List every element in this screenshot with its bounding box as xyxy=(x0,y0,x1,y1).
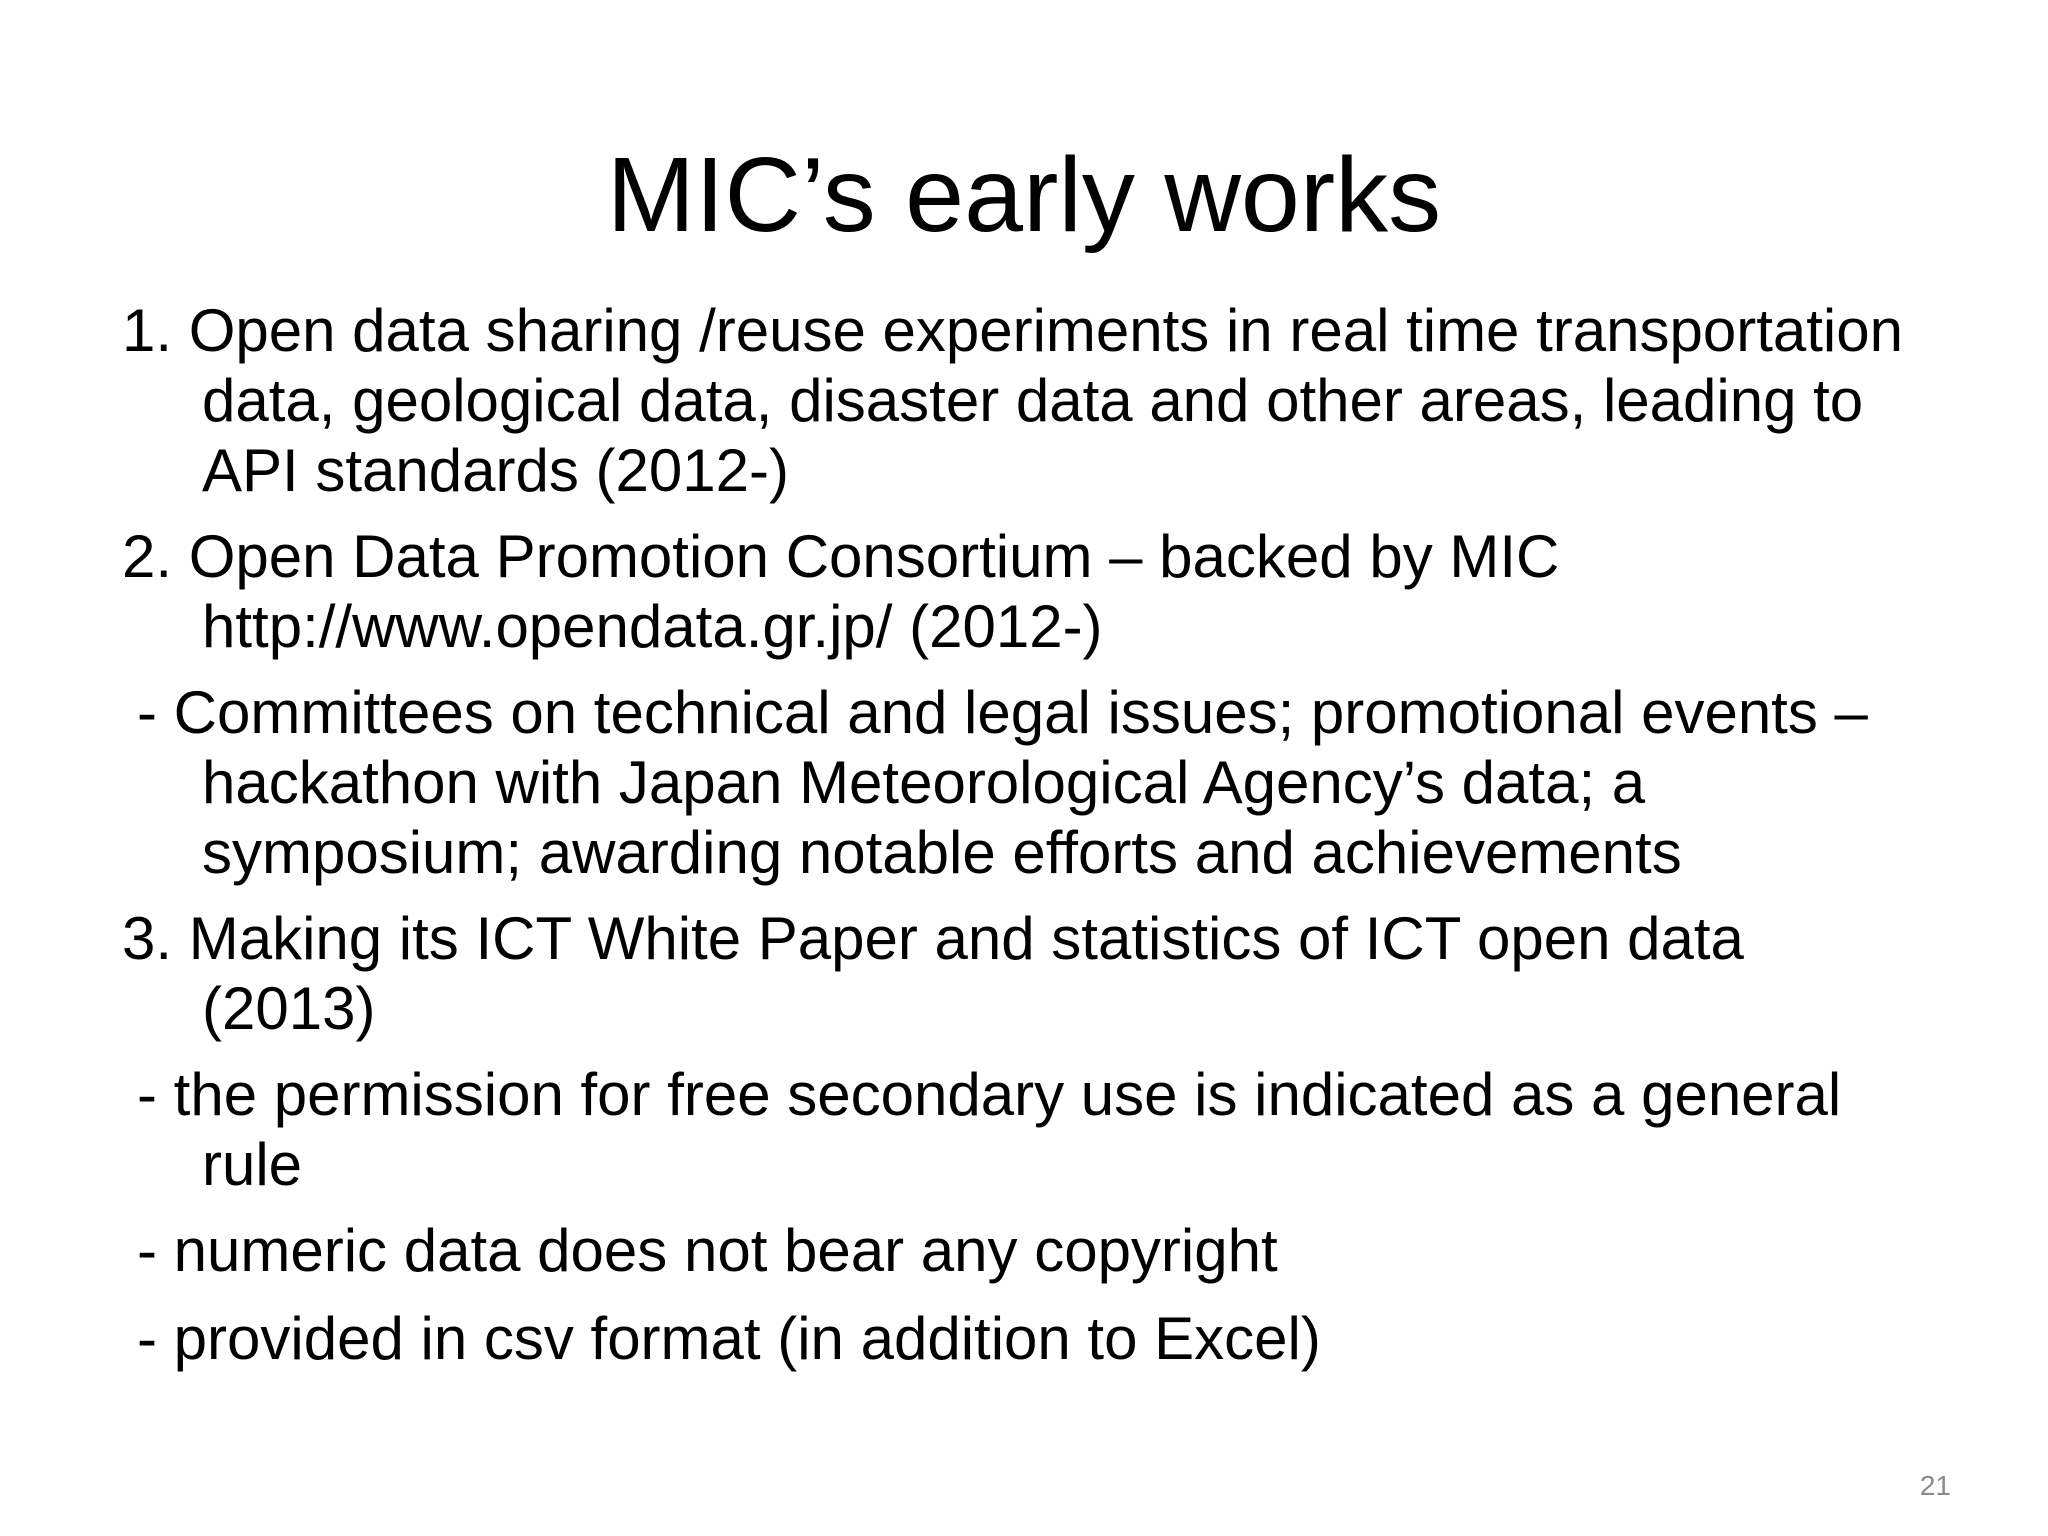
list-text: Open data sharing /reuse experiments in real time transportation data, geological data, disaster data and other areas, leading to API standards (2012-) xyxy=(188,297,1903,504)
sub-text: provided in csv format (in addition to Excel) xyxy=(173,1305,1321,1372)
sub-bullet: - xyxy=(137,679,157,746)
list-number: 1. xyxy=(122,297,173,364)
sub-text: the permission for free secondary use is indicated as a general rule xyxy=(173,1061,1842,1198)
list-item-1 xyxy=(122,296,1922,506)
sub-bullet: - xyxy=(137,1305,157,1372)
slide-body xyxy=(122,296,1922,1390)
sub-text: Committees on technical and legal issues; promotional events – hackathon with Japan Meteorological Agency’s data; a symposium; awarding notable efforts and achievements xyxy=(173,679,1868,886)
sub-item xyxy=(122,1216,1922,1286)
list-number: 2. xyxy=(122,523,173,590)
list-item-3 xyxy=(122,904,1922,1044)
list-number: 3. xyxy=(122,905,173,972)
slide-title: MIC’s early works xyxy=(606,136,1442,254)
list-item-2 xyxy=(122,522,1922,662)
sub-item xyxy=(122,678,1922,888)
sub-item xyxy=(122,1304,1922,1374)
list-text: Open Data Promotion Consortium – backed by MIC http://www.opendata.gr.jp/ (2012-) xyxy=(188,523,1560,660)
list-text: Making its ICT White Paper and statistics of ICT open data (2013) xyxy=(188,905,1744,1042)
sub-item xyxy=(122,1060,1922,1200)
page-number: 21 xyxy=(1919,1470,1951,1501)
sub-text: numeric data does not bear any copyright xyxy=(173,1217,1278,1284)
sub-bullet: - xyxy=(137,1061,157,1128)
sub-bullet: - xyxy=(137,1217,157,1284)
